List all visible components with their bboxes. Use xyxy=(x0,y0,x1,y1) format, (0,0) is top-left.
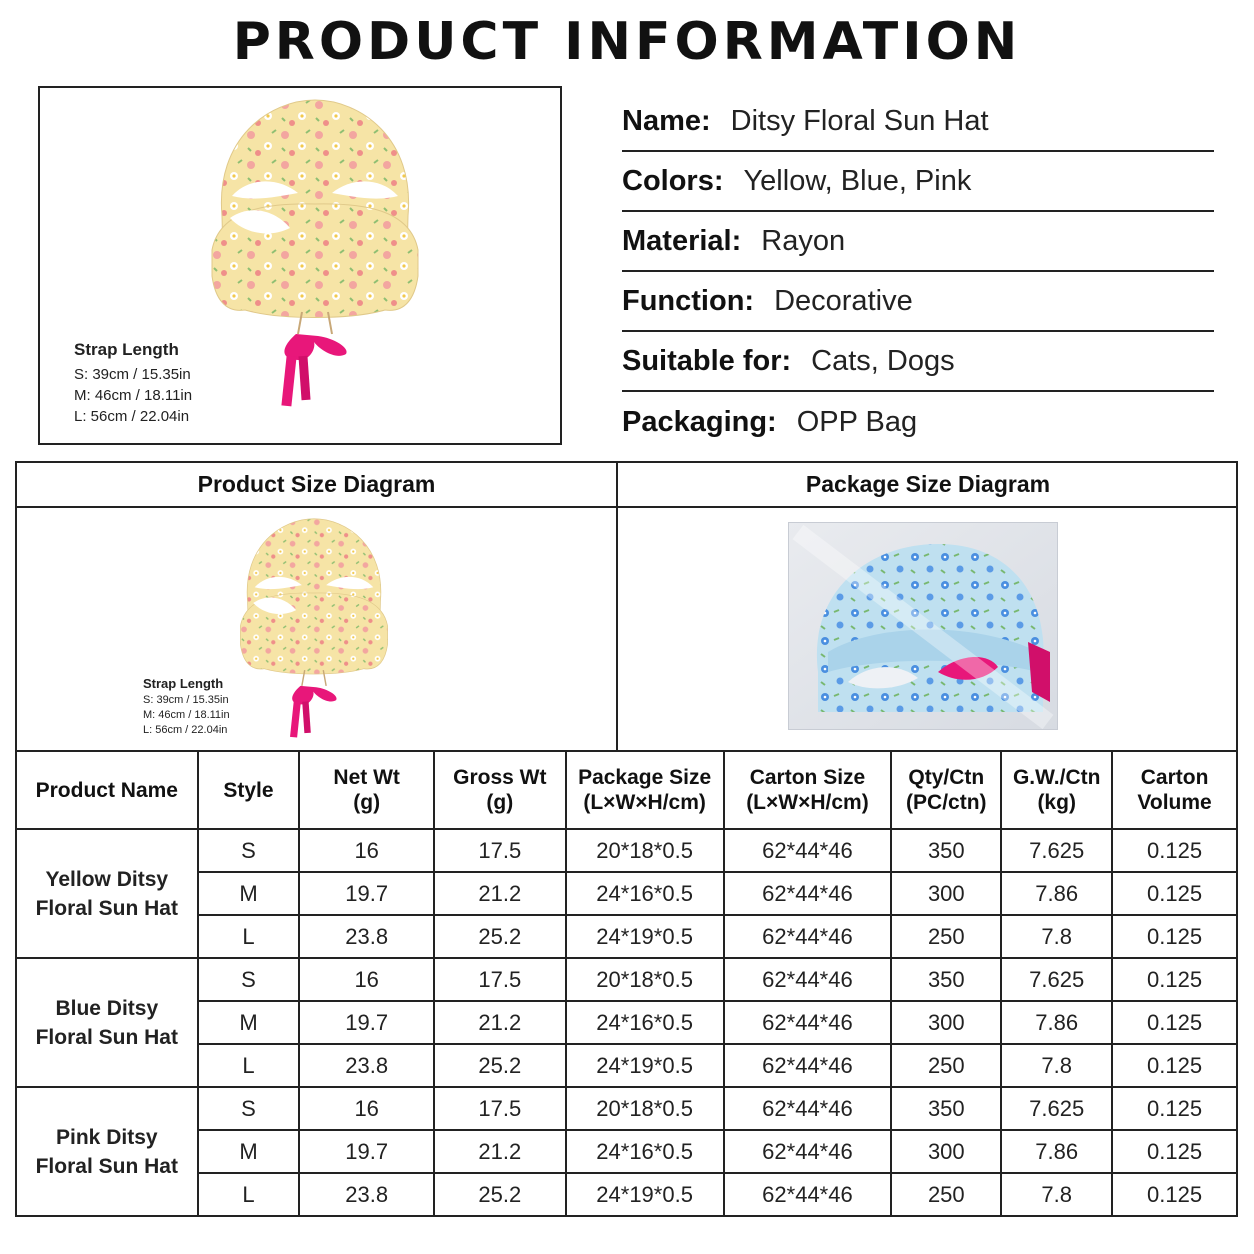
table-header-row xyxy=(16,751,1237,829)
strap-length-l: L: 56cm / 22.04in xyxy=(143,724,228,736)
table-cell: 24*16*0.5 xyxy=(566,872,724,915)
spec-value: Decorative xyxy=(774,284,913,317)
spec-label: Function: xyxy=(622,284,755,317)
table-cell: L xyxy=(198,915,300,958)
table-cell: 7.86 xyxy=(1001,1001,1112,1044)
diagram-section xyxy=(15,461,1238,751)
table-row xyxy=(16,1173,1237,1216)
spec-label: Name: xyxy=(622,104,711,137)
product-name-line: Floral Sun Hat xyxy=(35,1025,178,1049)
table-cell: 7.625 xyxy=(1001,1087,1112,1130)
spec-label: Material: xyxy=(622,224,742,257)
table-cell: 62*44*46 xyxy=(724,1001,892,1044)
table-cell: 300 xyxy=(891,1130,1001,1173)
strap-length-s: S: 39cm / 15.35in xyxy=(143,694,229,706)
table-cell: 24*19*0.5 xyxy=(566,915,724,958)
table-cell: 7.8 xyxy=(1001,915,1112,958)
table-cell: 24*19*0.5 xyxy=(566,1044,724,1087)
table-row xyxy=(16,829,1237,872)
table-cell: 23.8 xyxy=(299,915,434,958)
spec-row-name xyxy=(622,92,1214,152)
header-gw-ctn: G.W./Ctn (kg) xyxy=(1001,751,1112,829)
table-cell: L xyxy=(198,1173,300,1216)
table-cell: 20*18*0.5 xyxy=(566,829,724,872)
table-row xyxy=(16,872,1237,915)
table-row xyxy=(16,1044,1237,1087)
table-cell: 62*44*46 xyxy=(724,1087,892,1130)
header-style: Style xyxy=(198,751,300,829)
header-gross-wt: Gross Wt (g) xyxy=(434,751,566,829)
table-cell: 300 xyxy=(891,1001,1001,1044)
table-cell: 21.2 xyxy=(434,872,566,915)
spec-row-function xyxy=(622,272,1214,332)
yellow-hat-small-image xyxy=(239,512,389,744)
table-cell: L xyxy=(198,1044,300,1087)
table-cell: 16 xyxy=(299,829,434,872)
table-cell: 0.125 xyxy=(1112,1044,1237,1087)
table-cell: 62*44*46 xyxy=(724,958,892,1001)
spec-list xyxy=(622,92,1214,452)
strap-length-s: S: 39cm / 15.35in xyxy=(74,366,191,383)
spec-row-packaging xyxy=(622,392,1214,452)
table-cell: 62*44*46 xyxy=(724,1173,892,1216)
table-row xyxy=(16,1087,1237,1130)
yellow-hat-image xyxy=(210,98,420,408)
table-cell: 62*44*46 xyxy=(724,915,892,958)
package-size-diagram xyxy=(618,463,1238,751)
table-cell: 7.86 xyxy=(1001,1130,1112,1173)
product-name-line: Yellow Ditsy xyxy=(45,867,169,891)
product-name-cell xyxy=(16,1087,198,1216)
table-cell: 0.125 xyxy=(1112,1130,1237,1173)
table-cell: 19.7 xyxy=(299,872,434,915)
table-cell: S xyxy=(198,829,300,872)
table-cell: 24*16*0.5 xyxy=(566,1130,724,1173)
table-cell: 19.7 xyxy=(299,1130,434,1173)
header-net-wt: Net Wt (g) xyxy=(299,751,434,829)
table-cell: 25.2 xyxy=(434,1173,566,1216)
table-cell: 350 xyxy=(891,1087,1001,1130)
table-cell: 16 xyxy=(299,1087,434,1130)
table-cell: 7.8 xyxy=(1001,1173,1112,1216)
spec-row-suitable-for xyxy=(622,332,1214,392)
product-image-panel xyxy=(38,86,562,445)
table-cell: 20*18*0.5 xyxy=(566,958,724,1001)
table-cell: 23.8 xyxy=(299,1173,434,1216)
table-cell: 17.5 xyxy=(434,958,566,1001)
product-name-line: Floral Sun Hat xyxy=(35,1154,178,1178)
table-cell: 0.125 xyxy=(1112,829,1237,872)
spec-label: Colors: xyxy=(622,164,724,197)
product-spec-table xyxy=(15,750,1238,1217)
strap-length-title: Strap Length xyxy=(74,340,179,359)
spec-label: Packaging: xyxy=(622,405,777,438)
strap-length-m: M: 46cm / 18.11in xyxy=(74,387,193,404)
table-cell: 300 xyxy=(891,872,1001,915)
spec-value: OPP Bag xyxy=(796,405,918,438)
table-cell: 0.125 xyxy=(1112,1087,1237,1130)
product-name-cell xyxy=(16,958,198,1087)
strap-length-l: L: 56cm / 22.04in xyxy=(74,408,190,425)
strap-length-title: Strap Length xyxy=(143,676,224,691)
header-carton-volume: Carton Volume xyxy=(1112,751,1237,829)
table-cell: 250 xyxy=(891,1173,1001,1216)
table-cell: 7.86 xyxy=(1001,872,1112,915)
strap-length-info xyxy=(74,340,192,427)
table-cell: 19.7 xyxy=(299,1001,434,1044)
table-cell: 62*44*46 xyxy=(724,1044,892,1087)
spec-value: Cats, Dogs xyxy=(811,344,955,377)
table-cell: 0.125 xyxy=(1112,958,1237,1001)
table-cell: 21.2 xyxy=(434,1130,566,1173)
table-cell: 0.125 xyxy=(1112,872,1237,915)
table-cell: 62*44*46 xyxy=(724,872,892,915)
table-cell: 24*19*0.5 xyxy=(566,1173,724,1216)
table-cell: 250 xyxy=(891,1044,1001,1087)
spec-value: Ditsy Floral Sun Hat xyxy=(730,104,989,137)
header-product-name: Product Name xyxy=(16,751,198,829)
product-name-line: Pink Ditsy xyxy=(56,1125,158,1149)
table-cell: 250 xyxy=(891,915,1001,958)
product-size-diagram xyxy=(17,463,618,751)
table-cell: 17.5 xyxy=(434,1087,566,1130)
page-title: PRODUCT INFORMATION xyxy=(232,12,1022,72)
table-cell: M xyxy=(198,872,300,915)
table-cell: 7.625 xyxy=(1001,829,1112,872)
product-name-line: Floral Sun Hat xyxy=(35,896,178,920)
table-cell: 62*44*46 xyxy=(724,829,892,872)
table-row xyxy=(16,958,1237,1001)
table-cell: 16 xyxy=(299,958,434,1001)
spec-row-material xyxy=(622,212,1214,272)
table-cell: 7.8 xyxy=(1001,1044,1112,1087)
header-package-size: Package Size (L×W×H/cm) xyxy=(566,751,724,829)
table-cell: 23.8 xyxy=(299,1044,434,1087)
table-cell: 25.2 xyxy=(434,1044,566,1087)
product-name-line: Blue Ditsy xyxy=(55,996,159,1020)
table-cell: S xyxy=(198,958,300,1001)
strap-length-m: M: 46cm / 18.11in xyxy=(143,709,230,721)
spec-label: Suitable for: xyxy=(622,344,792,377)
table-cell: 350 xyxy=(891,958,1001,1001)
table-row xyxy=(16,915,1237,958)
table-cell: 24*16*0.5 xyxy=(566,1001,724,1044)
table-cell: 25.2 xyxy=(434,915,566,958)
table-cell: 62*44*46 xyxy=(724,1130,892,1173)
strap-length-info-small xyxy=(143,676,230,738)
table-cell: 7.625 xyxy=(1001,958,1112,1001)
table-cell: 21.2 xyxy=(434,1001,566,1044)
spec-value: Yellow, Blue, Pink xyxy=(743,164,972,197)
table-cell: 20*18*0.5 xyxy=(566,1087,724,1130)
table-cell: 17.5 xyxy=(434,829,566,872)
product-size-diagram-title: Product Size Diagram xyxy=(17,463,616,508)
table-cell: 0.125 xyxy=(1112,1173,1237,1216)
blue-hat-package-image xyxy=(788,522,1058,730)
table-cell: 0.125 xyxy=(1112,915,1237,958)
product-name-cell xyxy=(16,829,198,958)
table-cell: M xyxy=(198,1130,300,1173)
table-cell: M xyxy=(198,1001,300,1044)
table-row xyxy=(16,1001,1237,1044)
spec-row-colors xyxy=(622,152,1214,212)
table-row xyxy=(16,1130,1237,1173)
table-cell: S xyxy=(198,1087,300,1130)
spec-value: Rayon xyxy=(761,224,846,257)
header-qty-ctn: Qty/Ctn (PC/ctn) xyxy=(891,751,1001,829)
package-size-diagram-title: Package Size Diagram xyxy=(618,463,1238,508)
header-carton-size: Carton Size (L×W×H/cm) xyxy=(724,751,892,829)
table-cell: 350 xyxy=(891,829,1001,872)
table-cell: 0.125 xyxy=(1112,1001,1237,1044)
